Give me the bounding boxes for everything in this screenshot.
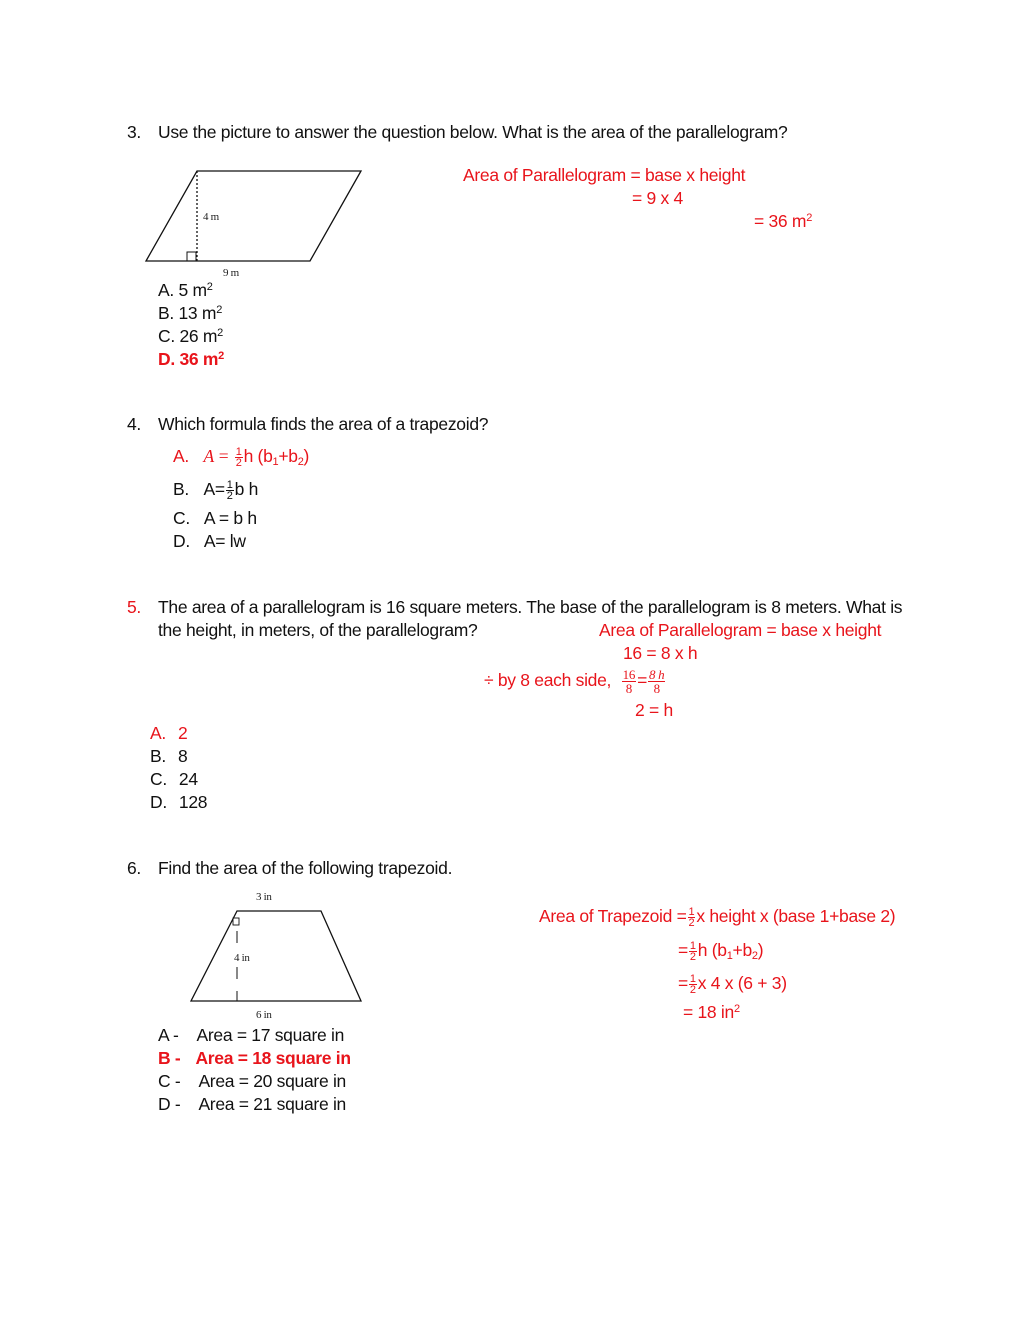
q5-work-line2: 16 = 8 x h — [623, 643, 698, 663]
q3-work-line1: Area of Parallelogram = base x height — [463, 165, 746, 185]
q6-work-line2: = $\frac{1}{2}$ h $(b_1+b_2)$ — [678, 939, 764, 963]
q5-question-line1: The area of a parallelogram is 16 square meters. The base of the parallelogram is 8 meters. What is — [158, 597, 903, 617]
q4-number: 4. — [127, 414, 141, 434]
sixteen-over-eight-fraction: $\frac{16}{8}$ — [622, 667, 636, 696]
half-fraction: $\frac{1}{2}$ — [226, 478, 233, 502]
q6-work-line3: = $\frac{1}{2}$ x 4 x (6 + 3) — [678, 972, 787, 996]
q6-choice-c[interactable]: C - Area = 20 square in — [158, 1071, 346, 1091]
q3-choice-a[interactable]: A. 5 $m^2$ — [158, 280, 213, 300]
half-fraction: $\frac{1}{2}$ — [689, 939, 696, 963]
half-fraction: $\frac{1}{2}$ — [689, 972, 696, 996]
q5-choice-b[interactable]: B. 8 — [150, 746, 188, 766]
q4-choice-d[interactable]: D. A= lw — [173, 531, 246, 551]
q3-choice-d-correct[interactable]: D. 36 $m^2$ — [158, 349, 224, 369]
q4-choice-c[interactable]: C. A = b h — [173, 508, 257, 528]
q6-choice-b-correct[interactable]: B - Area = 18 square in — [158, 1048, 351, 1068]
eight-h-over-eight-fraction: $\frac{8 h}{8}$ — [648, 667, 665, 696]
q4-choice-b[interactable]: B. A= $\frac{1}{2}$ b h — [173, 478, 259, 502]
trapezoid-base-label: 6 in — [256, 1009, 272, 1021]
q5-choice-a-correct[interactable]: A. 2 — [150, 723, 188, 743]
q6-work-line4: = 18 $in^2$ — [683, 1002, 740, 1022]
q3-work-line2: = 9 x 4 — [632, 188, 683, 208]
parallelogram-height-label: 4 m — [203, 211, 219, 223]
q6-choice-a[interactable]: A - Area = 17 square in — [158, 1025, 345, 1045]
right-angle-mark — [233, 918, 239, 925]
q5-choice-c[interactable]: C. 24 — [150, 769, 198, 789]
q3-choice-c[interactable]: C. 26 $m^2$ — [158, 326, 223, 346]
q6-question-text: Find the area of the following trapezoid. — [158, 858, 453, 878]
right-angle-mark — [187, 252, 196, 261]
half-fraction: $\frac{1}{2}$ — [235, 445, 242, 469]
q5-work-line1: Area of Parallelogram = base x height — [599, 620, 882, 640]
q5-number: 5. — [127, 597, 141, 617]
half-fraction: $\frac{1}{2}$ — [688, 905, 695, 929]
trapezoid-figure — [185, 885, 370, 1020]
q6-number: 6. — [127, 858, 141, 878]
trapezoid-top-label: 3 in — [256, 891, 272, 903]
q6-work-line1: Area of Trapezoid = $\frac{1}{2}$ x height x (base 1+base 2) — [539, 905, 896, 929]
q3-question-text: Use the picture to answer the question below. What is the area of the parallelogram? — [158, 122, 788, 142]
q3-choice-b[interactable]: B. 13 $m^2$ — [158, 303, 223, 323]
q4-question-text: Which formula finds the area of a trapezoid? — [158, 414, 489, 434]
parallelogram-figure — [140, 165, 370, 280]
parallelogram-base-label: 9 m — [223, 267, 239, 279]
q5-question-line2: the height, in meters, of the parallelogram? — [158, 620, 478, 640]
q6-choice-d[interactable]: D - Area = 21 square in — [158, 1094, 346, 1114]
trapezoid-shape — [191, 911, 361, 1001]
q3-number: 3. — [127, 122, 141, 142]
trapezoid-height-label: 4 in — [234, 952, 250, 964]
parallelogram-shape — [146, 171, 361, 261]
q3-work-line3: = 36 $m^2$ — [754, 211, 813, 231]
q5-choice-d[interactable]: D. 128 — [150, 792, 208, 812]
q5-work-line3: ÷ by 8 each side, $\frac{16}{8}$ = $\frac{8 h}{8}$ — [484, 667, 665, 696]
q4-choice-a-correct[interactable]: A. A = $\frac{1}{2}$ h $(b_1+b_2)$ — [173, 445, 310, 469]
q5-work-line4: 2 = h — [635, 700, 673, 720]
